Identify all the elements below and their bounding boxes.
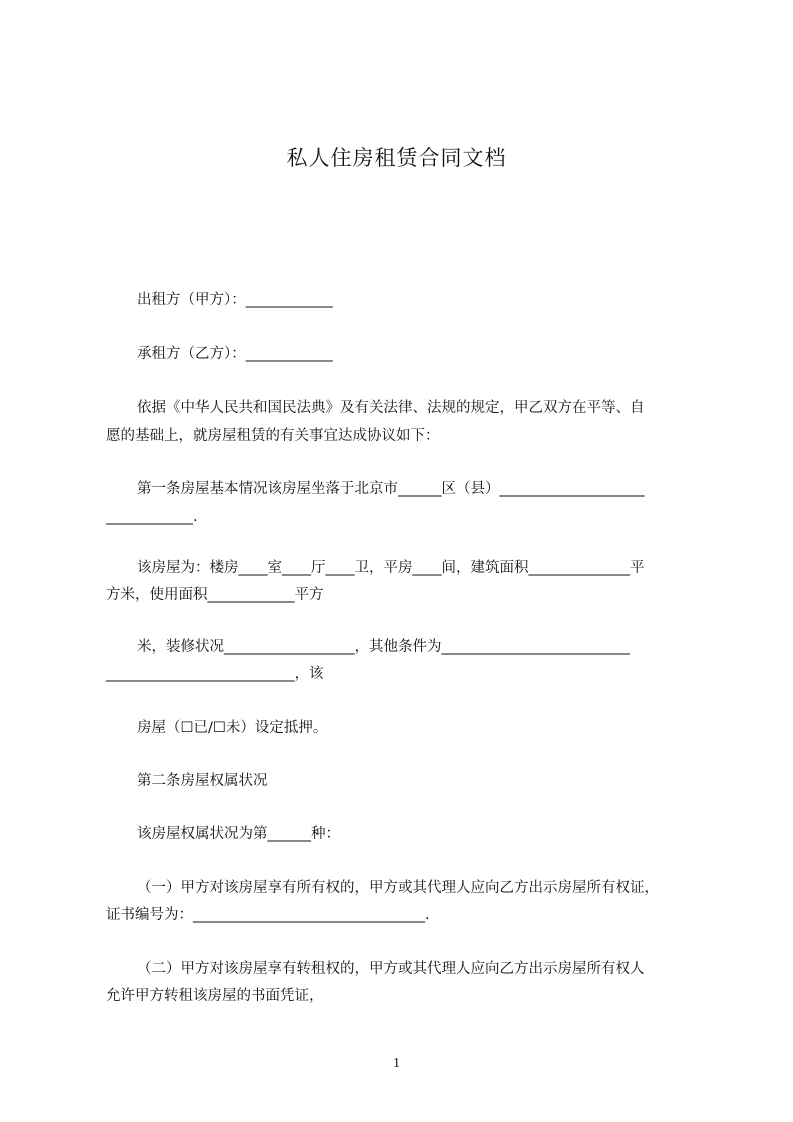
page-number: 1 <box>393 1056 400 1071</box>
basis-line-1: 依据《中华人民共和国民法典》及有关法律、法规的规定，甲乙双方在平等、自 <box>137 400 645 416</box>
lessee-line: 承租方（乙方）：____________ <box>137 346 333 362</box>
decoration-line-2: __________________________，该 <box>106 666 324 682</box>
decoration-line-1: 米，装修状况__________________，其他条件为__________________________ <box>137 639 630 655</box>
article1-line-1: 第一条房屋基本情况该房屋坐落于北京市______区（县）____________________ <box>137 481 645 497</box>
house-info-line-1: 该房屋为：楼房____室____厅____卫，平房____间，建筑面积______________平 <box>137 560 645 576</box>
ownership-line-2: 证书编号为：________________________________. <box>106 907 430 923</box>
sublease-line-2: 允许甲方转租该房屋的书面凭证， <box>106 988 324 1004</box>
right-type-line: 该房屋权属状况为第______种： <box>137 826 340 842</box>
house-info-line-2: 方米，使用面积____________平方 <box>106 587 324 603</box>
basis-line-2: 愿的基础上，就房屋租赁的有关事宜达成协议如下： <box>106 428 440 444</box>
ownership-line-1: （一）甲方对该房屋享有所有权的，甲方或其代理人应向乙方出示房屋所有权证， <box>137 880 659 896</box>
article1-line-2: ____________. <box>106 509 198 525</box>
sublease-line-1: （二）甲方对该房屋享有转租权的，甲方或其代理人应向乙方出示房屋所有权人 <box>137 961 645 977</box>
article2-heading: 第二条房屋权属状况 <box>137 773 268 789</box>
lessor-line: 出租方（甲方）：____________ <box>137 292 333 308</box>
document-title: 私人住房租赁合同文档 <box>286 146 507 170</box>
mortgage-line: 房屋（☐已/☐未）设定抵押。 <box>137 720 328 736</box>
